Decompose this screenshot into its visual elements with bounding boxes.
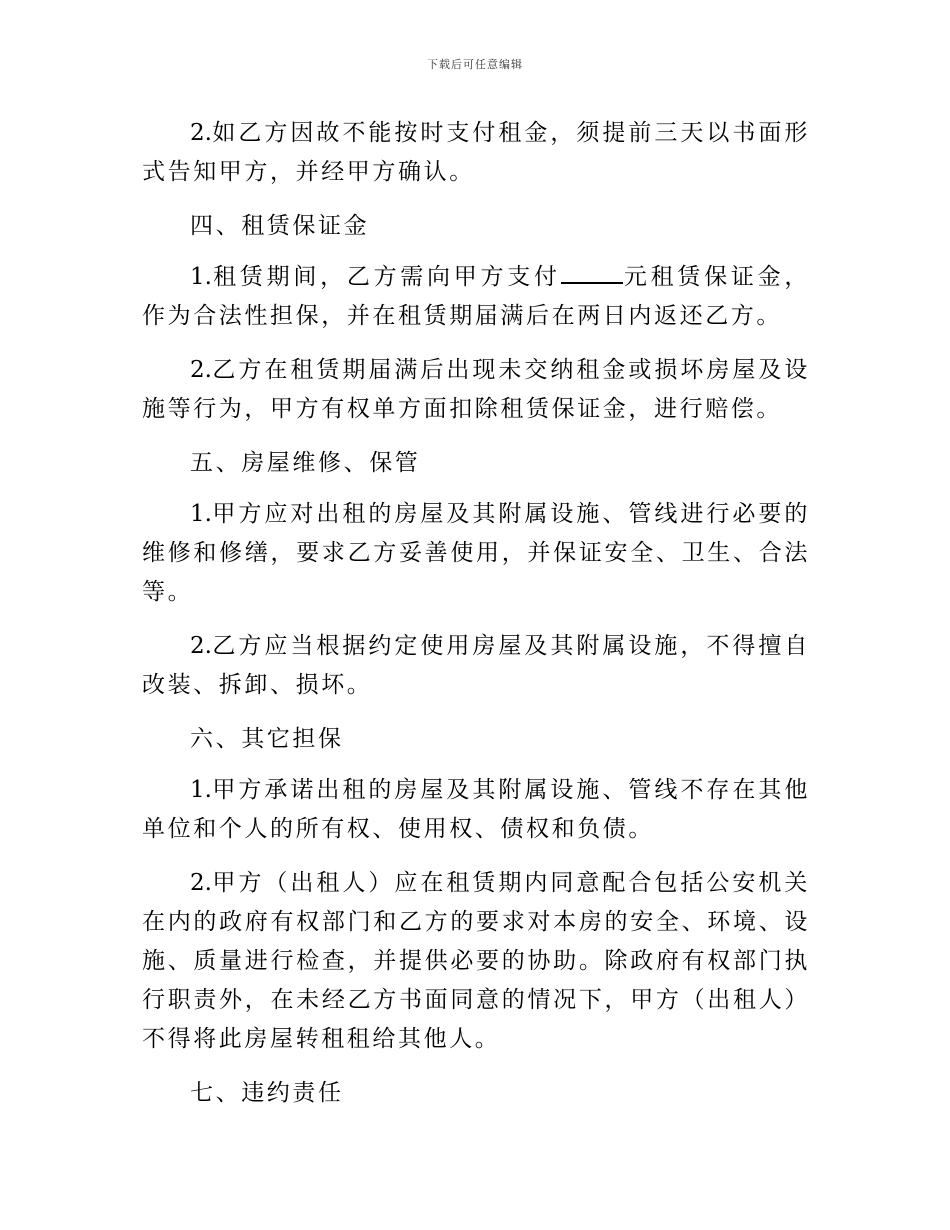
clause-text: 甲方应对出租的房屋及其附属设施、管线进行必要的维修和修缮，要求乙方妥善使用，并保证安全、卫生、合法等。 [142,501,810,605]
clause-3-2 [142,114,810,192]
clause-number: 1. [190,264,212,290]
clause-text-after-blank: 元租赁保证金，作为合法性担保，并在租赁期届满后在两日内返还乙方。 [142,264,810,329]
clause-6-1 [142,771,810,849]
clause-6-2 [142,864,810,1059]
section-heading-7: 七、违约责任 [190,1080,344,1106]
clause-number: 2. [190,120,212,146]
clause-number: 1. [190,777,212,803]
clause-5-2 [142,627,810,705]
clause-text: 乙方应当根据约定使用房屋及其附属设施，不得擅自改装、拆卸、损坏。 [142,633,810,698]
clause-number: 2. [190,633,212,659]
clause-text: 甲方（出租人）应在租赁期内同意配合包括公安机关在内的政府有权部门和乙方的要求对本房的安全、环境、设施、质量进行检查，并提供必要的协助。除政府有权部门执行职责外，在未经乙方书面同意的情况下，甲方（出租人）不得将此房屋转租租给其他人。 [142,870,810,1052]
clause-text-before-blank: 租赁期间，乙方需向甲方支付 [211,264,561,290]
clause-5-1 [142,495,810,612]
deposit-amount-blank [561,264,623,284]
page-header: 下载后可任意编辑 [427,58,523,71]
clause-4-2 [142,351,810,429]
clause-4-1 [142,258,810,336]
section-heading-5: 五、房屋维修、保管 [190,450,421,476]
clause-text: 乙方在租赁期届满后出现未交纳租金或损坏房屋及设施等行为，甲方有权单方面扣除租赁保证金，进行赔偿。 [142,357,810,422]
clause-text: 甲方承诺出租的房屋及其附属设施、管线不存在其他单位和个人的所有权、使用权、债权和负债。 [142,777,810,842]
section-heading-4: 四、租赁保证金 [190,213,370,239]
clause-number: 2. [190,870,212,896]
clause-number: 1. [190,501,212,527]
clause-text: 如乙方因故不能按时支付租金，须提前三天以书面形式告知甲方，并经甲方确认。 [142,120,810,185]
document-body [142,114,810,1125]
section-heading-6: 六、其它担保 [190,726,344,752]
clause-number: 2. [190,357,212,383]
